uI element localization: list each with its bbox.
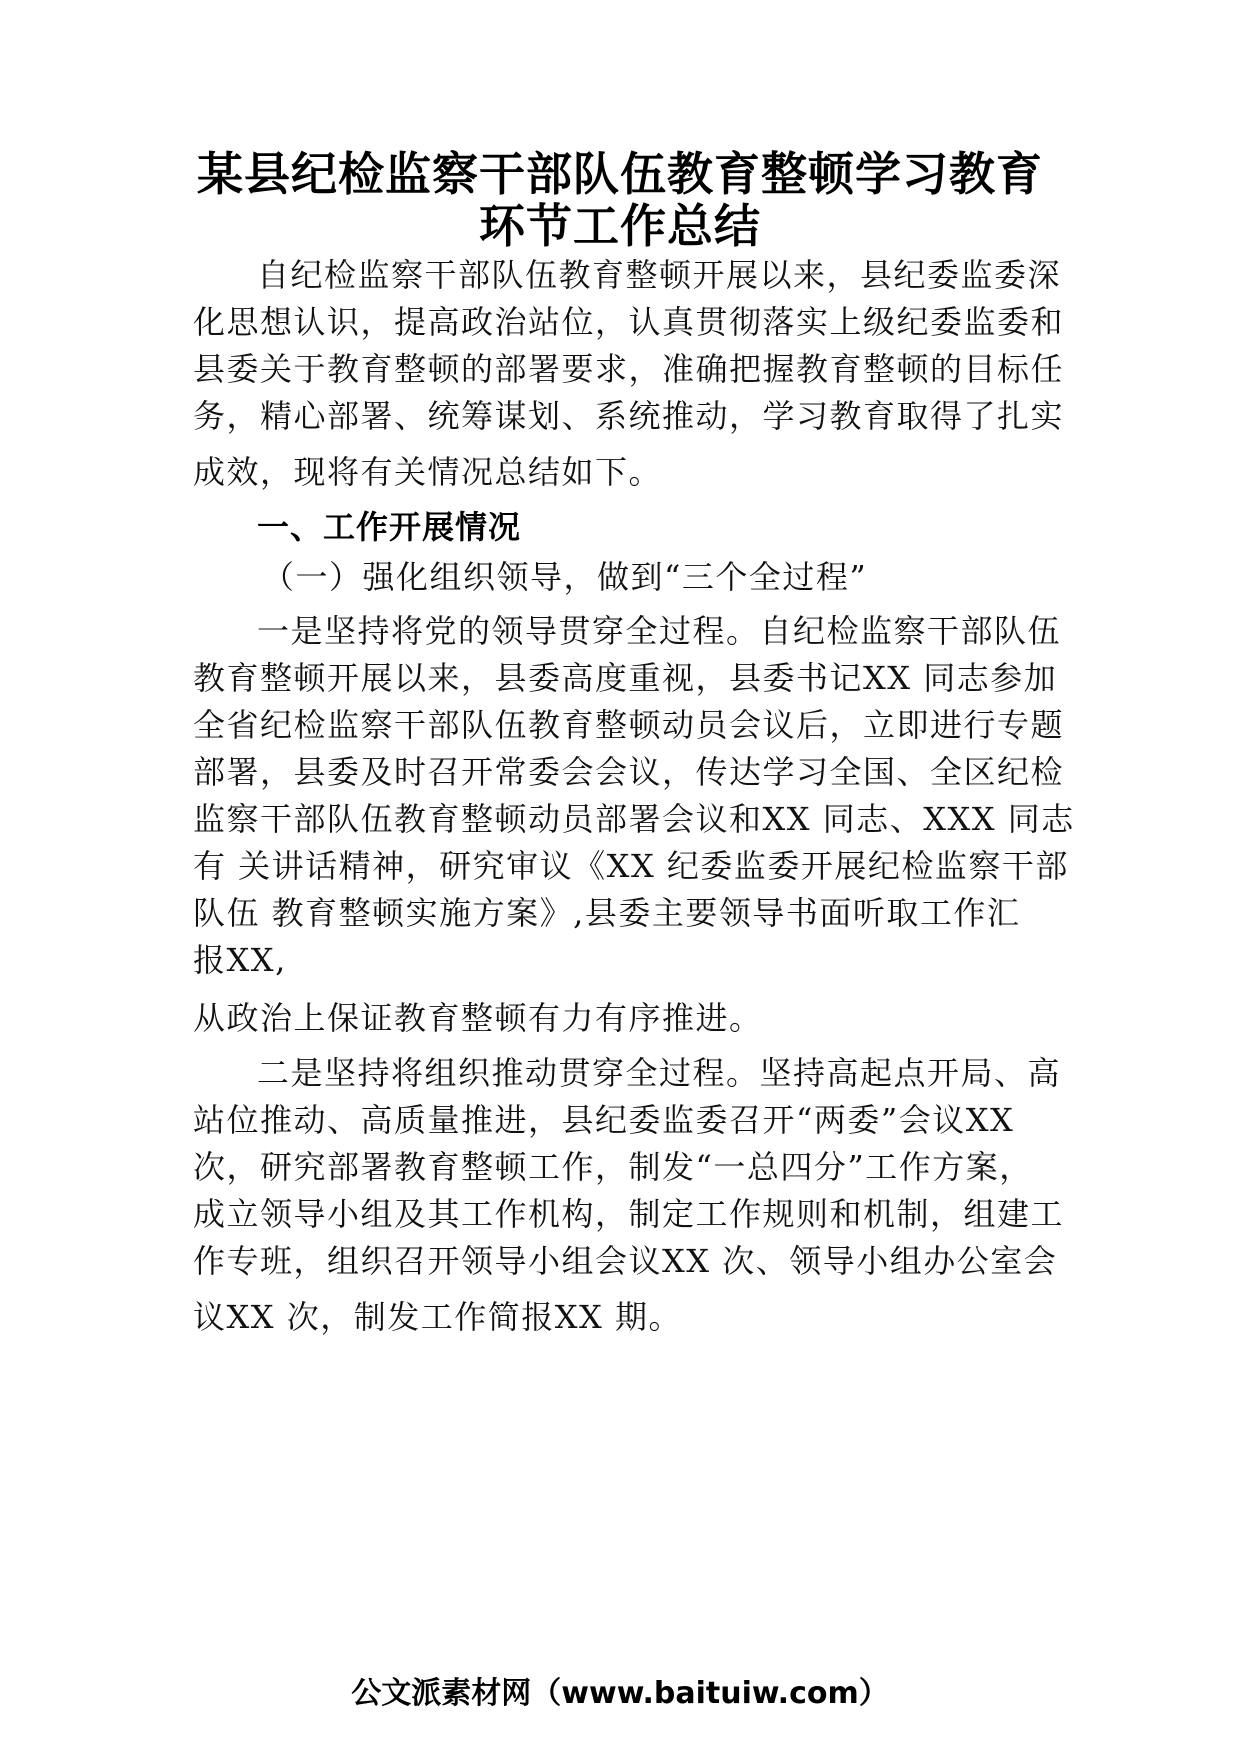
intro-line: 务，精心部署、统筹谋划、系统推动，学习教育取得了扎实: [193, 397, 1065, 435]
paragraph-line: 全省纪检监察干部队伍教育整顿动员会议后，立即进行专题: [193, 706, 1065, 744]
paragraph-line: 作专班，组织召开领导小组会议XX 次、领导小组办公室会: [193, 1242, 1058, 1280]
section-heading: 一、工作开展情况: [257, 508, 522, 546]
paragraph-line: 教育整顿开展以来，县委高度重视，县委书记XX 同志参加: [193, 659, 1058, 697]
intro-line: 成效，现将有关情况总结如下。: [193, 453, 663, 491]
intro-line: 县委关于教育整顿的部署要求，准确把握教育整顿的目标任: [193, 350, 1065, 388]
paragraph-line: 从政治上保证教育整顿有力有序推进。: [193, 999, 763, 1037]
paragraph-line: 有 关讲话精神，研究审议《XX 纪委监委开展纪检监察干部: [193, 847, 1069, 885]
paragraph-line: 站位推动、高质量推进，县纪委监委召开“两委”会议XX: [193, 1101, 1015, 1139]
paragraph-line: 二是坚持将组织推动贯穿全过程。坚持高起点开局、高: [257, 1054, 1062, 1092]
paragraph-line: 报XX,: [193, 941, 287, 979]
document-title-line-2: 环节工作总结: [479, 199, 761, 253]
intro-line: 自纪检监察干部队伍教育整顿开展以来，县纪委监委深: [257, 256, 1062, 294]
paragraph-line: 一是坚持将党的领导贯穿全过程。自纪检监察干部队伍: [257, 612, 1062, 650]
document-title-line-1: 某县纪检监察干部队伍教育整顿学习教育: [197, 147, 1043, 201]
paragraph-line: 部署，县委及时召开常委会会议，传达学习全国、全区纪检: [193, 753, 1065, 791]
paragraph-line: 议XX 次，制发工作简报XX 期。: [193, 1298, 682, 1336]
paragraph-line: 次，研究部署教育整顿工作，制发“一总四分”工作方案，: [193, 1148, 1033, 1186]
paragraph-line: 成立领导小组及其工作机构，制定工作规则和机制，组建工: [193, 1195, 1065, 1233]
footer-watermark: 公文派素材网（www.baituiw.com）: [351, 1676, 889, 1711]
paragraph-line: 队伍 教育整顿实施方案》,县委主要领导书面听取工作汇: [193, 894, 1021, 932]
subsection-heading: （一）强化组织领导，做到“三个全过程”: [262, 558, 868, 596]
intro-line: 化思想认识，提高政治站位，认真贯彻落实上级纪委监委和: [193, 303, 1065, 341]
paragraph-line: 监察干部队伍教育整顿动员部署会议和XX 同志、XXX 同志: [193, 800, 1075, 838]
